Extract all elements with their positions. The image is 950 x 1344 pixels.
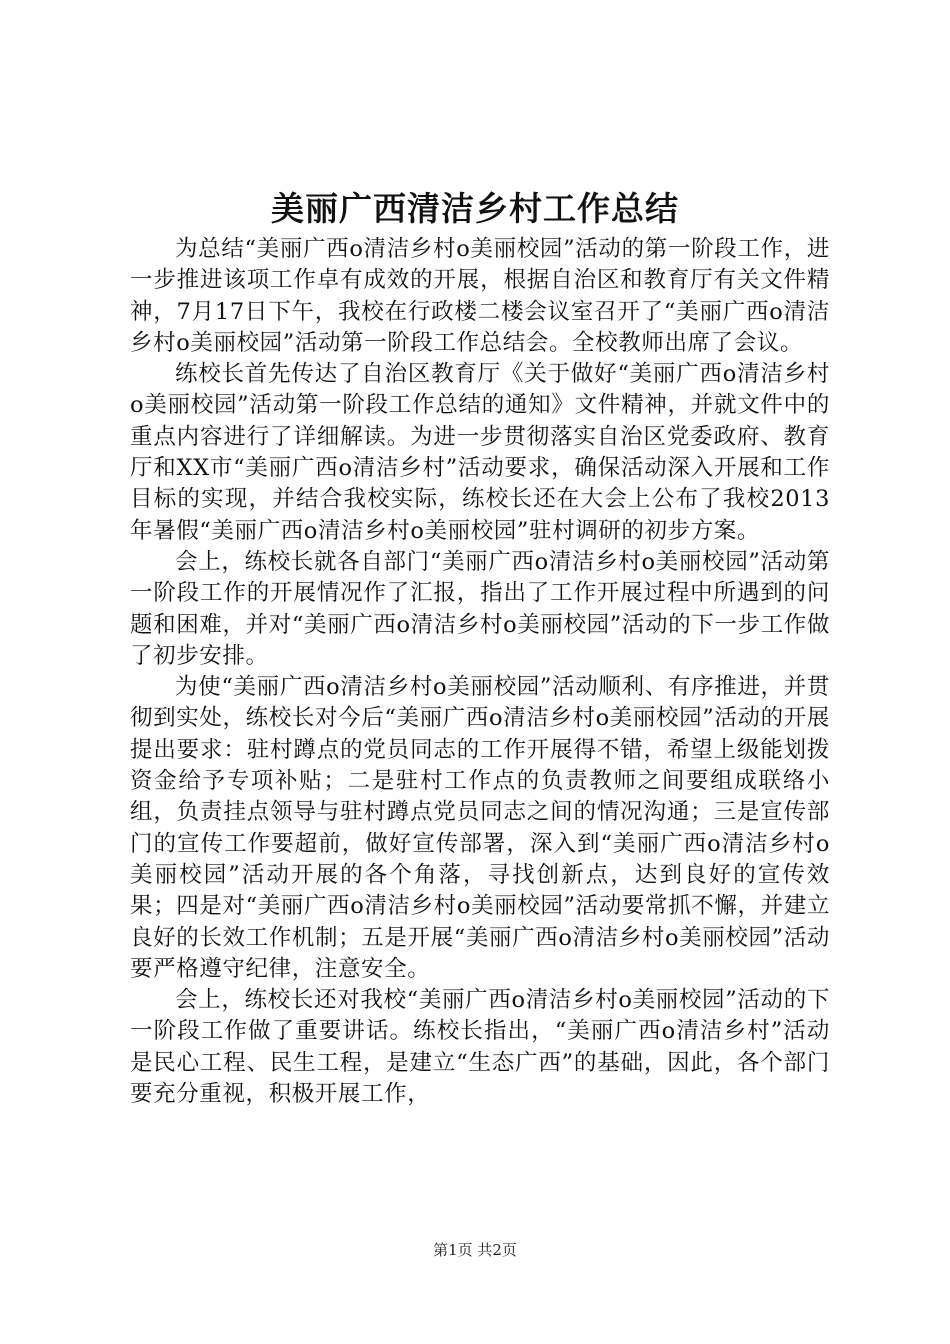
page-footer: 第1页 共2页 (433, 1241, 517, 1259)
document-body (130, 234, 830, 1110)
paragraph-2: 练校长首先传达了自治区教育厅《关于做好“美丽广西o清洁乡村o美丽校园”活动第一阶段工作总结的通知》文件精神，并就文件中的重点内容进行了详细解读。为进一步贯彻落实自治区党委政府、教育厅和XX市“美丽广西o清洁乡村”活动要求，确保活动深入开展和工作目标的实现，并结合我校实际，练校长还在大会上公布了我校2013年暑假“美丽广西o清洁乡村o美丽校园”驻村调研的初步方案。 (130, 361, 830, 544)
document-title: 美丽广西清洁乡村工作总结 (271, 189, 679, 228)
paragraph-5: 会上，练校长还对我校“美丽广西o清洁乡村o美丽校园”活动的下一阶段工作做了重要讲话。练校长指出，“美丽广西o清洁乡村”活动是民心工程、民生工程，是建立“生态广西”的基础，因此，各个部门要充分重视，积极开展工作， (130, 987, 830, 1108)
paragraph-4: 为使“美丽广西o清洁乡村o美丽校园”活动顺利、有序推进，并贯彻到实处，练校长对今后“美丽广西o清洁乡村o美丽校园”活动的开展提出要求：驻村蹲点的党员同志的工作开展得不错，希望上级能划拨资金给予专项补贴；二是驻村工作点的负责教师之间要组成联络小组，负责挂点领导与驻村蹲点党员同志之间的情况沟通；三是宣传部门的宣传工作要超前，做好宣传部署，深入到“美丽广西o清洁乡村o美丽校园”活动开展的各个角落，寻找创新点，达到良好的宣传效果；四是对“美丽广西o清洁乡村o美丽校园”活动要常抓不懈，并建立良好的长效工作机制；五是开展“美丽广西o清洁乡村o美丽校园”活动要严格遵守纪律，注意安全。 (130, 674, 830, 982)
paragraph-3: 会上，练校长就各自部门“美丽广西o清洁乡村o美丽校园”活动第一阶段工作的开展情况作了汇报，指出了工作开展过程中所遇到的问题和困难，并对“美丽广西o清洁乡村o美丽校园”活动的下一步工作做了初步安排。 (130, 548, 830, 669)
paragraph-1: 为总结“美丽广西o清洁乡村o美丽校园”活动的第一阶段工作，进一步推进该项工作卓有成效的开展，根据自治区和教育厅有关文件精神，7月17日下午，我校在行政楼二楼会议室召开了“美丽广西o清洁乡村o美丽校园”活动第一阶段工作总结会。全校教师出席了会议。 (130, 236, 830, 356)
